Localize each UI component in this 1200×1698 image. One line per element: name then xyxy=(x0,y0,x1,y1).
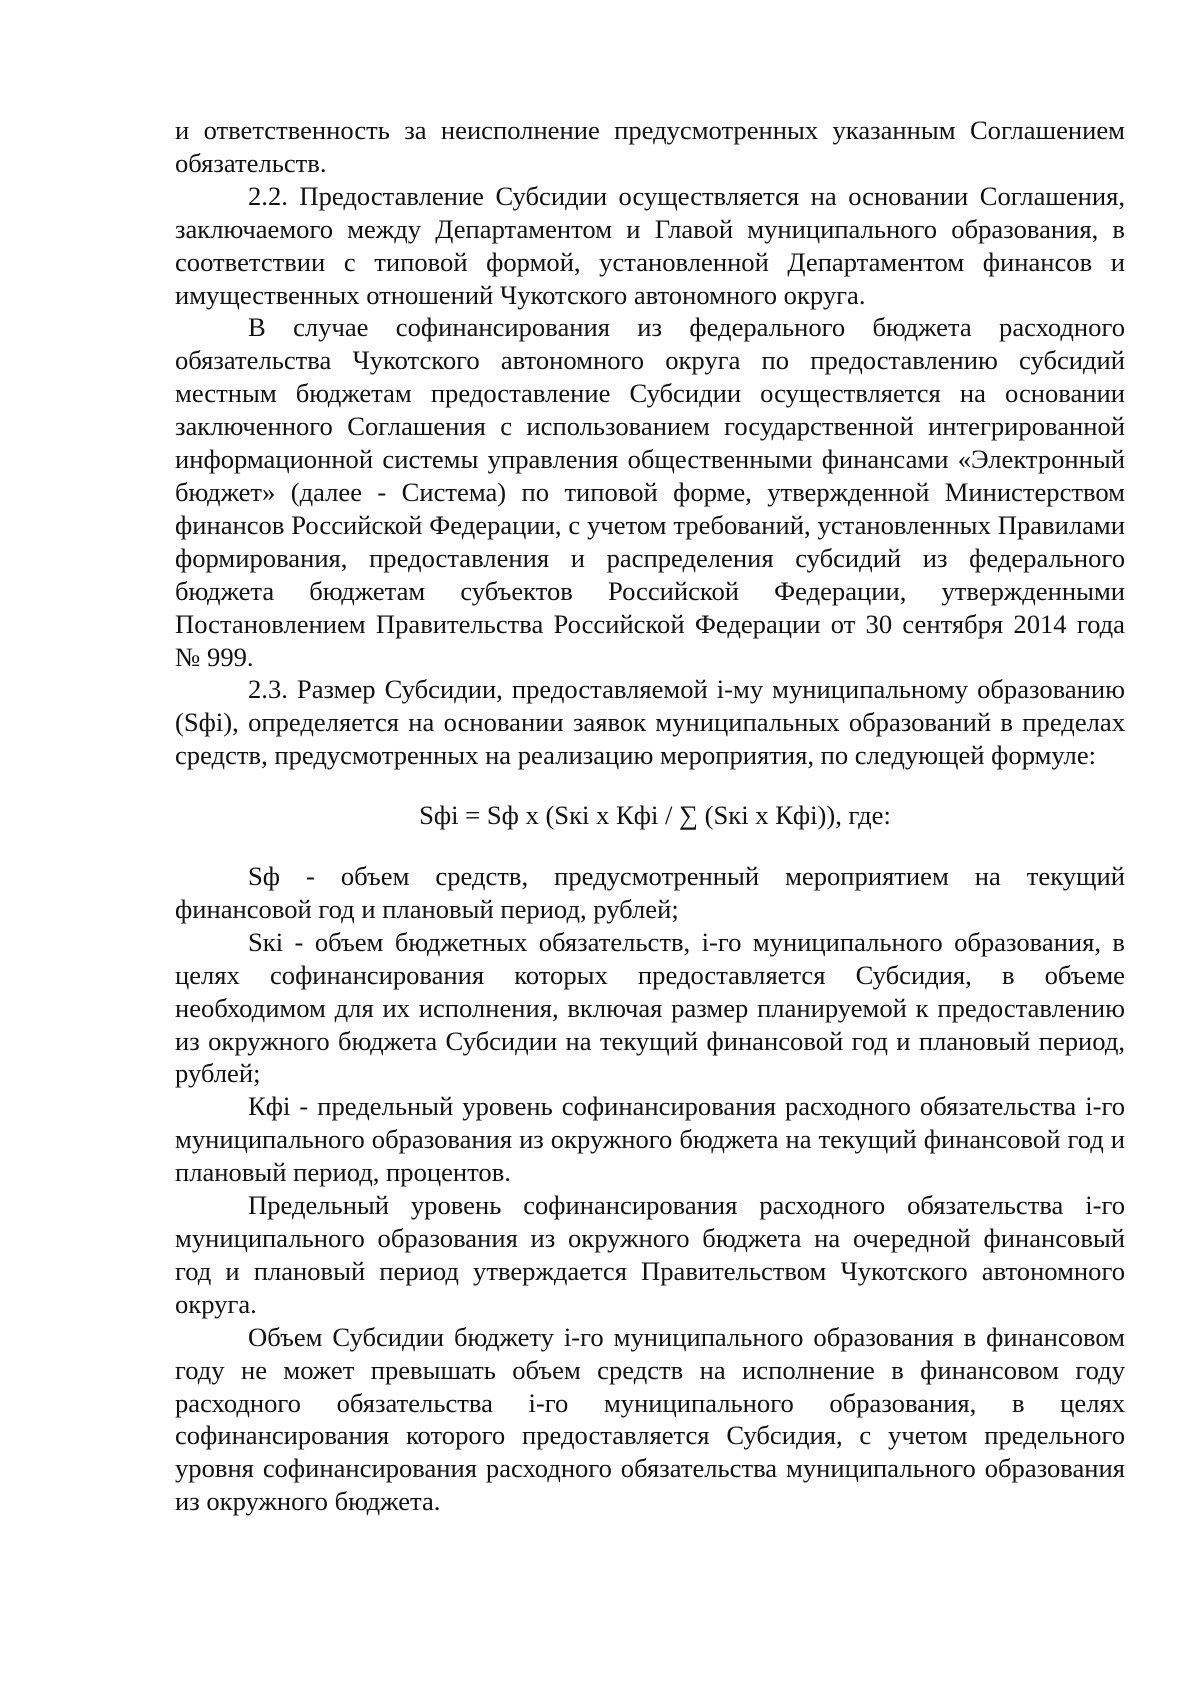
definition-ski: Sкi - объем бюджетных обязательств, i-го муниципального образования, в целях софинансирования которых предоставляется Субсидия, в объеме необходимом для их исполнения, включая размер планируемой к предоставлению из окружного бюджета Субсидии на текущий финансовой год и плановый период, рублей; xyxy=(175,926,1125,1089)
document-body xyxy=(175,114,1125,1518)
subsidy-formula: Sфi = Sф х (Sкi х Кфi / ∑ (Sкi х Кфi)), где: xyxy=(419,800,891,831)
definition-sf: Sф - объем средств, предусмотренный мероприятием на текущий финансовой год и плановый период, рублей; xyxy=(175,861,1125,924)
paragraph-limit-level: Предельный уровень софинансирования расходного обязательства i-го муниципального образования из окружного бюджета на очередной финансовый год и плановый период утверждается Правительством Чукотского автономного округа. xyxy=(175,1190,1125,1319)
definition-kfi: Кфi - предельный уровень софинансирования расходного обязательства i-го муниципального образования из окружного бюджета на текущий финансовой год и плановый период, процентов. xyxy=(175,1091,1125,1188)
paragraph-2-2: 2.2. Предоставление Субсидии осуществляется на основании Соглашения, заключаемого между Департаментом и Главой муниципального образования, в соответствии с типовой формой, установленной Департаментом финансов и имущественных отношений Чукотского автономного округа. xyxy=(175,180,1125,310)
paragraph-federal-cofinancing: В случае софинансирования из федерального бюджета расходного обязательства Чукотского автономного округа по предоставлению субсидий местным бюджетам предоставление Субсидии осуществляется на основании заключенного Соглашения с использованием государственной интегрированной информационной системы управления общественными финансами «Электронный бюджет» (далее - Система) по типовой форме, утвержденной Министерством финансов Российской Федерации, с учетом требований, установленных Правилами формирования, предоставления и распределения субсидий из федерального бюджета бюджетам субъектов Российской Федерации, утвержденными Постановлением Правительства Российской Федерации от 30 сентября 2014 года № 999. xyxy=(175,312,1125,672)
paragraph-2-3: 2.3. Размер Субсидии, предоставляемой i-му муниципальному образованию (Sфi), определяется на основании заявок муниципальных образований в пределах средств, предусмотренных на реализацию мероприятия, по следующей формуле: xyxy=(175,674,1125,771)
paragraph-subsidy-volume: Объем Субсидии бюджету i-го муниципального образования в финансовом году не может превышать объем средств на исполнение в финансовом году расходного обязательства i-го муниципального образования, в целях софинансирования которого предоставляется Субсидия, с учетом предельного уровня софинансирования расходного обязательства муниципального образования из окружного бюджета. xyxy=(175,1321,1125,1517)
paragraph-continuation: и ответственность за неисполнение предусмотренных указанным Соглашением обязательств. xyxy=(175,115,1125,178)
